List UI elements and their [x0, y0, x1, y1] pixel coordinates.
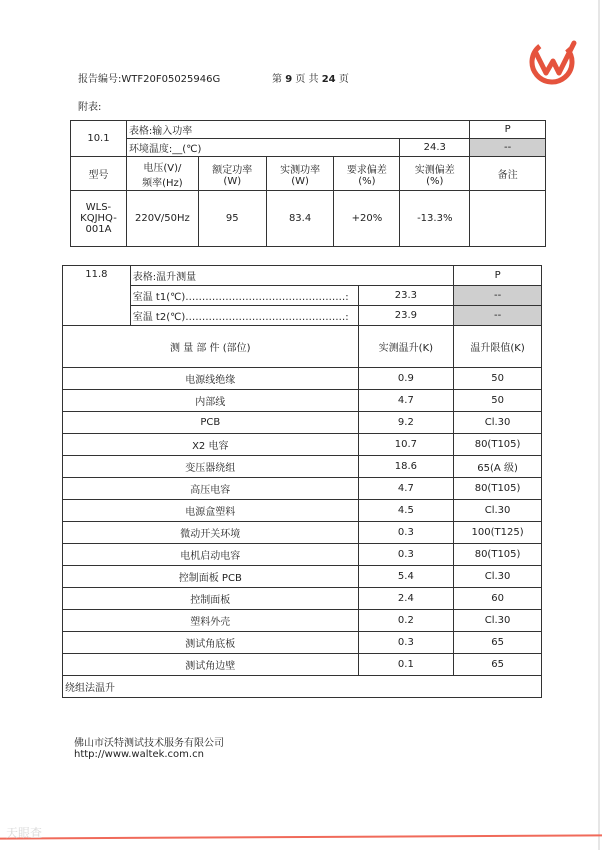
cell-rise-limit: 65 — [454, 632, 542, 654]
cell-measured-deviation: -13.3% — [400, 191, 470, 247]
cell-part: X2 电容 — [63, 434, 359, 456]
cell-rise-limit: 80(T105) — [454, 544, 542, 566]
cell-part: 控制面板 PCB — [63, 566, 359, 588]
cell-rise-limit: 65(A 级) — [454, 456, 542, 478]
cell-measured-rise: 4.7 — [358, 390, 454, 412]
cell-part: PCB — [63, 412, 359, 434]
col-remarks: 备注 — [470, 157, 546, 191]
cell-required-deviation: +20% — [334, 191, 400, 247]
cell-measured-rise: 0.9 — [358, 368, 454, 390]
report-number-value: WTF20F05025946G — [121, 74, 221, 85]
input-power-table — [70, 120, 546, 247]
ambient-temp-value: 24.3 — [400, 139, 470, 157]
verdict-input-power: P — [470, 121, 546, 139]
watermark-text: 天眼查 — [6, 826, 43, 840]
table-row — [63, 610, 542, 632]
cell-rated-power: 95 — [198, 191, 266, 247]
cell-part: 电机启动电容 — [63, 544, 359, 566]
cell-measured-rise: 9.2 — [358, 412, 454, 434]
col-measured-deviation — [400, 157, 470, 191]
cell-measured-rise: 4.7 — [358, 478, 454, 500]
page-indicator — [272, 70, 349, 85]
cell-rise-limit: 100(T125) — [454, 522, 542, 544]
table-row — [63, 500, 542, 522]
table-row — [63, 544, 542, 566]
table-footnote: 绕组法温升 — [63, 676, 542, 698]
table-row — [63, 412, 542, 434]
table-row — [63, 456, 542, 478]
table-row — [63, 654, 542, 676]
col-required-deviation — [334, 157, 400, 191]
cell-part: 微动开关环境 — [63, 522, 359, 544]
clause-10-1: 10.1 — [71, 121, 127, 157]
cell-measured-rise: 2.4 — [358, 588, 454, 610]
cell-measured-rise: 18.6 — [358, 456, 454, 478]
page-current: 9 — [285, 74, 293, 85]
ambient-temp-label: 环境温度:__(℃) — [126, 139, 399, 157]
table-row — [63, 566, 542, 588]
temp-rise-rows — [63, 368, 542, 676]
table-row — [71, 191, 546, 247]
col-part: 测 量 部 件 (部位) — [63, 326, 359, 368]
cell-rise-limit: Cl.30 — [454, 610, 542, 632]
verdict-temp-rise: P — [454, 266, 542, 286]
table-row — [63, 632, 542, 654]
col-rated-power — [198, 157, 266, 191]
report-number-label: 报告编号: — [78, 74, 122, 85]
room-temp-t2-verdict: -- — [454, 306, 542, 326]
cell-rise-limit: 60 — [454, 588, 542, 610]
page-mid: 页 共 — [295, 74, 319, 85]
cell-rise-limit: 80(T105) — [454, 478, 542, 500]
cell-part: 控制面板 — [63, 588, 359, 610]
cell-part: 测试角边壁 — [63, 654, 359, 676]
col-measured-deviation-label: 实测偏差 — [414, 164, 455, 176]
table-row — [63, 522, 542, 544]
col-rated-power-label: 额定功率 — [212, 164, 253, 176]
room-temp-t1-value: 23.3 — [358, 286, 454, 306]
footer-url[interactable]: http://www.waltek.com.cn — [74, 749, 204, 760]
temperature-rise-table — [62, 265, 542, 698]
col-rated-power-unit: (W) — [223, 175, 242, 187]
page-suffix: 页 — [338, 74, 349, 85]
col-measured-power — [266, 157, 334, 191]
table-row — [63, 478, 542, 500]
col-required-deviation-label: 要求偏差 — [346, 164, 387, 176]
cell-measured-power: 83.4 — [266, 191, 334, 247]
table-title-temp-rise: 表格:温升测量 — [130, 266, 453, 286]
col-measured-rise: 实测温升(K) — [358, 326, 454, 368]
col-model: 型号 — [71, 157, 127, 191]
ambient-temp-verdict: -- — [470, 139, 546, 157]
cell-measured-rise: 5.4 — [358, 566, 454, 588]
cell-part: 高压电容 — [63, 478, 359, 500]
cell-measured-rise: 4.5 — [358, 500, 454, 522]
table-row — [63, 588, 542, 610]
cell-measured-rise: 0.3 — [358, 522, 454, 544]
col-voltage: 电压(V)/ — [143, 162, 182, 174]
cell-measured-rise: 0.1 — [358, 654, 454, 676]
page-prefix: 第 — [272, 74, 282, 85]
cell-measured-rise: 0.3 — [358, 632, 454, 654]
cell-voltage-frequency: 220V/50Hz — [126, 191, 198, 247]
cell-rise-limit: 65 — [454, 654, 542, 676]
col-measured-power-label: 实测功率 — [280, 164, 321, 176]
cell-part: 内部线 — [63, 390, 359, 412]
cell-part: 变压器绕组 — [63, 456, 359, 478]
cell-rise-limit: Cl.30 — [454, 566, 542, 588]
cell-rise-limit: 50 — [454, 390, 542, 412]
page-total: 24 — [321, 74, 336, 85]
col-rise-limit: 温升限值(K) — [454, 326, 542, 368]
cell-rise-limit: Cl.30 — [454, 412, 542, 434]
cell-part: 测试角底板 — [63, 632, 359, 654]
cell-remarks — [470, 191, 546, 247]
room-temp-t1-label: 室温 t1(℃)…………………………………………: — [130, 286, 358, 306]
clause-11-8: 11.8 — [63, 266, 131, 326]
model-line2: KQJHQ- — [80, 213, 117, 224]
col-voltage-frequency — [126, 157, 198, 191]
waltek-logo-icon — [528, 35, 578, 85]
col-measured-deviation-unit: (%) — [426, 175, 444, 187]
col-measured-power-unit: (W) — [291, 175, 309, 187]
cell-model — [71, 191, 127, 247]
cell-rise-limit: Cl.30 — [454, 500, 542, 522]
cell-part: 塑料外壳 — [63, 610, 359, 632]
table-row — [63, 390, 542, 412]
model-line3: 001A — [85, 224, 112, 235]
table-row — [63, 368, 542, 390]
model-line1: WLS- — [85, 202, 112, 213]
footer-company: 佛山市沃特测试技术服务有限公司 — [74, 738, 224, 749]
cell-measured-rise: 10.7 — [358, 434, 454, 456]
cell-rise-limit: 80(T105) — [454, 434, 542, 456]
table-title-input-power: 表格:输入功率 — [126, 121, 469, 139]
table-row — [63, 434, 542, 456]
report-number — [78, 70, 220, 85]
room-temp-t2-value: 23.9 — [358, 306, 454, 326]
room-temp-t1-verdict: -- — [454, 286, 542, 306]
cell-part: 电源盒塑料 — [63, 500, 359, 522]
cell-measured-rise: 0.2 — [358, 610, 454, 632]
cell-measured-rise: 0.3 — [358, 544, 454, 566]
room-temp-t2-label: 室温 t2(℃)…………………………………………: — [130, 306, 358, 326]
cell-rise-limit: 50 — [454, 368, 542, 390]
col-required-deviation-unit: (%) — [358, 175, 376, 187]
cell-part: 电源线绝缘 — [63, 368, 359, 390]
col-frequency: 频率(Hz) — [142, 177, 183, 189]
appendix-label: 附表: — [78, 102, 102, 113]
